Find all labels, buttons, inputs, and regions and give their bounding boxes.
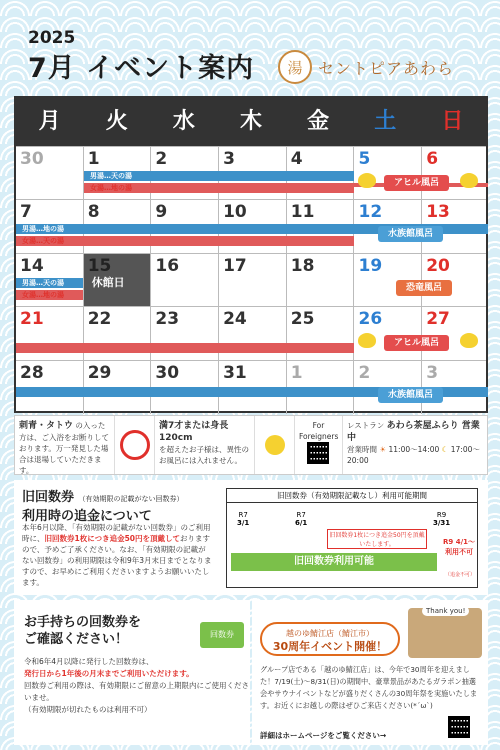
day-number: 24 xyxy=(223,309,247,330)
timeline-era: R7 xyxy=(296,511,306,519)
ticket-check-section xyxy=(14,600,250,745)
weekday-fri: 金 xyxy=(307,109,330,134)
day-cell-closed xyxy=(84,254,152,307)
day-number: 2 xyxy=(155,149,168,169)
old-ticket-section xyxy=(14,480,488,595)
anniversary-body: グループ店である「越のゆ鯖江店」は、今年で30周年を迎えました！7/19(土)〜8/31(日)の期間中、豪華景品があたるガラポン抽選会やサウナイベントなどが盛りだくさんの30周年祭を実施いたします。お近くにお越しの際はぜひご来店ください(*´ω`) xyxy=(260,665,478,710)
building-image xyxy=(408,608,482,658)
day-cell xyxy=(151,254,219,307)
duck-icon xyxy=(358,333,376,348)
day-number: 18 xyxy=(290,255,315,276)
bath-assignment-bar: 女湯…地の湯 xyxy=(84,183,354,193)
old-ticket-title-main: 旧回数券 xyxy=(22,490,75,505)
bath-assignment-bar: 男湯…地の湯 xyxy=(16,224,488,234)
foreigners-box xyxy=(295,416,343,474)
ticket-check-body-1: 令和6年4月以降に発行した回数券は、 xyxy=(24,657,154,666)
anniversary-badge-main: 30周年イベント開催！ xyxy=(272,640,388,653)
weekday-tue: 火 xyxy=(105,109,128,134)
day-number: 20 xyxy=(426,255,450,276)
old-ticket-title xyxy=(22,486,184,524)
event-label-ahiru: アヒル風呂 xyxy=(384,335,449,351)
day-number: 15 xyxy=(87,255,112,276)
old-ticket-body-red: 旧回数券1枚につき追金50円を頂戴して xyxy=(44,534,181,543)
day-cell xyxy=(287,254,355,307)
restaurant-box xyxy=(343,416,487,474)
weekday-thu: 木 xyxy=(239,109,262,134)
calendar-week xyxy=(16,360,486,413)
day-number: 10 xyxy=(223,202,247,223)
qr-code-icon[interactable] xyxy=(448,716,470,738)
timeline-point xyxy=(433,511,450,527)
child-notice xyxy=(155,416,255,474)
child-title: 満7才または身長120cm xyxy=(159,421,229,443)
page-title: 7月 イベント案内 xyxy=(28,53,255,84)
timeline-header: 旧回数券（有効期限記載なし）利用可能期間 xyxy=(227,489,477,503)
day-number: 2 xyxy=(358,362,371,383)
timeline-era: R7 xyxy=(238,511,248,519)
old-ticket-title-sub: 利用時の追金について xyxy=(22,509,152,524)
old-ticket-body-1: 本年6月以降、「有効期限の記載がない回数券」のご利用時に、 xyxy=(22,523,211,543)
duck-icon xyxy=(460,173,478,188)
calendar-week xyxy=(16,253,486,306)
day-number: 25 xyxy=(290,309,315,330)
ticket-check-title-2: ご確認ください！ xyxy=(24,632,129,647)
qr-code-icon[interactable] xyxy=(307,442,329,464)
closed-label: 休館日 xyxy=(91,275,125,289)
timeline-after-note: （追金不可） xyxy=(445,572,476,578)
ticket-check-title-1: お手持ちの回数券を xyxy=(24,615,142,630)
restaurant-name: あわら茶屋ふらり 営業中 xyxy=(347,421,480,443)
day-number: 30 xyxy=(155,362,180,383)
day-number: 3 xyxy=(426,362,439,383)
child-text: を超えたお子様は、異性のお風呂には入れません。 xyxy=(159,445,249,465)
day-number: 26 xyxy=(358,309,383,330)
event-label-kyoryu: 恐竜風呂 xyxy=(396,280,452,296)
ticket-icon: 回数券 xyxy=(200,622,244,648)
timeline-usable-bar: 旧回数券利用可能 xyxy=(231,553,437,571)
day-number: 22 xyxy=(87,309,112,330)
event-label-ahiru: アヒル風呂 xyxy=(384,175,449,191)
day-number: 3 xyxy=(223,149,235,169)
day-number: 5 xyxy=(358,149,371,169)
day-number: 28 xyxy=(20,362,44,383)
day-number: 8 xyxy=(87,202,100,223)
homepage-link[interactable]: 詳細はホームページをご覧ください→ xyxy=(260,731,387,740)
ticket-check-body-red: 発行日から1年後の月末までご利用いただけます。 xyxy=(24,669,194,678)
anniversary-section xyxy=(252,600,488,745)
timeline-extra-fee: 旧回数券1枚につき追金50円を頂戴いたします。 xyxy=(327,529,427,549)
timeline-date: 6/1 xyxy=(295,519,308,527)
anniversary-badge-top: 越のゆ鯖江店（鯖江市） xyxy=(286,629,374,638)
calendar-weekday-header xyxy=(16,98,486,146)
page-header xyxy=(28,28,254,85)
weekday-sat: 土 xyxy=(374,109,397,134)
day-number: 29 xyxy=(87,362,112,383)
ticket-check-body-2: 回数券ご利用の際は、有効期限にご留意の上期限内にご使用くださいませ。 xyxy=(24,681,249,702)
dinner-hours: 17:00〜20:00 xyxy=(347,445,480,465)
old-ticket-note: （有効期限の記載がない回数券） xyxy=(78,495,184,503)
bath-assignment-bar: 女湯…天の湯 xyxy=(16,236,354,246)
event-label-suizoku: 水族館風呂 xyxy=(378,387,443,403)
sun-icon: ☀ xyxy=(379,445,387,454)
timeline-date: 3/31 xyxy=(433,519,451,527)
hours-label: 営業時間 xyxy=(347,445,377,454)
bath-assignment-bar: 男湯…天の湯 xyxy=(16,278,83,288)
weekday-wed: 水 xyxy=(172,109,195,134)
ticket-check-title xyxy=(24,614,141,648)
event-label-suizoku: 水族館風呂 xyxy=(378,226,443,242)
calendar-week xyxy=(16,199,486,252)
anniversary-badge xyxy=(260,622,400,656)
tattoo-notice xyxy=(15,416,115,474)
mascot-icon xyxy=(255,416,295,474)
day-number: 31 xyxy=(223,362,247,383)
ticket-check-body-3: （有効期限が切れたものは利用不可） xyxy=(24,705,152,714)
timeline-point xyxy=(237,511,249,527)
moon-icon: ☾ xyxy=(441,445,449,454)
no-children-icon xyxy=(115,416,155,474)
year: 2025 xyxy=(28,28,76,48)
day-number: 14 xyxy=(20,255,44,276)
day-number: 4 xyxy=(290,149,303,169)
calendar-week xyxy=(16,146,486,199)
logo-text: セントピアあわら xyxy=(318,58,455,78)
day-number: 27 xyxy=(426,309,450,330)
day-number: 11 xyxy=(290,202,315,223)
duck-icon xyxy=(358,173,376,188)
day-number: 21 xyxy=(20,309,44,330)
day-cell xyxy=(422,307,490,360)
day-cell xyxy=(219,254,287,307)
old-ticket-timeline xyxy=(226,488,478,588)
weekday-mon: 月 xyxy=(38,109,61,134)
lunch-hours: 11:00〜14:00 xyxy=(388,445,440,454)
info-strip xyxy=(14,415,488,475)
tattoo-text: の入った方は、ご入浴をお断りしております。万一発見した場合は退場していただきます。 xyxy=(19,421,109,475)
foreigners-label: For Foreigners xyxy=(299,421,339,441)
day-number: 1 xyxy=(290,362,303,383)
timeline-after: R9 4/1〜 利用不可 xyxy=(443,538,475,556)
day-number: 13 xyxy=(426,202,450,223)
logo xyxy=(278,50,454,84)
day-number: 1 xyxy=(87,149,100,169)
bath-assignment-bar: 女湯…地の湯 xyxy=(16,290,83,300)
day-number: 12 xyxy=(358,202,383,223)
day-cell xyxy=(16,147,84,200)
calendar xyxy=(14,96,488,413)
timeline-date: 3/1 xyxy=(237,519,250,527)
day-number: 9 xyxy=(155,202,168,223)
timeline-point xyxy=(295,511,307,527)
thanks-bubble: Thank you! xyxy=(422,606,469,616)
ticket-check-body xyxy=(24,656,250,716)
old-ticket-body xyxy=(22,522,212,588)
day-number: 6 xyxy=(426,149,439,169)
day-cell xyxy=(422,147,490,200)
hot-spring-logo-icon: 湯 xyxy=(278,50,312,84)
day-number: 19 xyxy=(358,255,383,276)
day-number: 17 xyxy=(223,255,247,276)
duck-icon xyxy=(460,333,478,348)
tattoo-title: 刺青・タトウ xyxy=(19,421,74,431)
day-number: 7 xyxy=(20,202,32,223)
day-number: 16 xyxy=(155,255,180,276)
day-number: 30 xyxy=(20,149,44,169)
calendar-week xyxy=(16,306,486,359)
weekday-sun: 日 xyxy=(441,109,464,134)
bath-assignment-bar xyxy=(16,343,354,353)
restaurant-label: レストラン xyxy=(347,421,385,430)
timeline-era: R9 xyxy=(436,511,447,519)
old-ticket-body-2: おりますので、予めご了承ください。なお、「有効期限の記載がない回数券」の利用期限は令和9年3月末日までとなりますので、お早めにご利用くださいますようお願いいたします。 xyxy=(22,534,212,587)
day-number: 23 xyxy=(155,309,180,330)
bath-assignment-bar: 男湯…天の湯 xyxy=(84,171,354,181)
